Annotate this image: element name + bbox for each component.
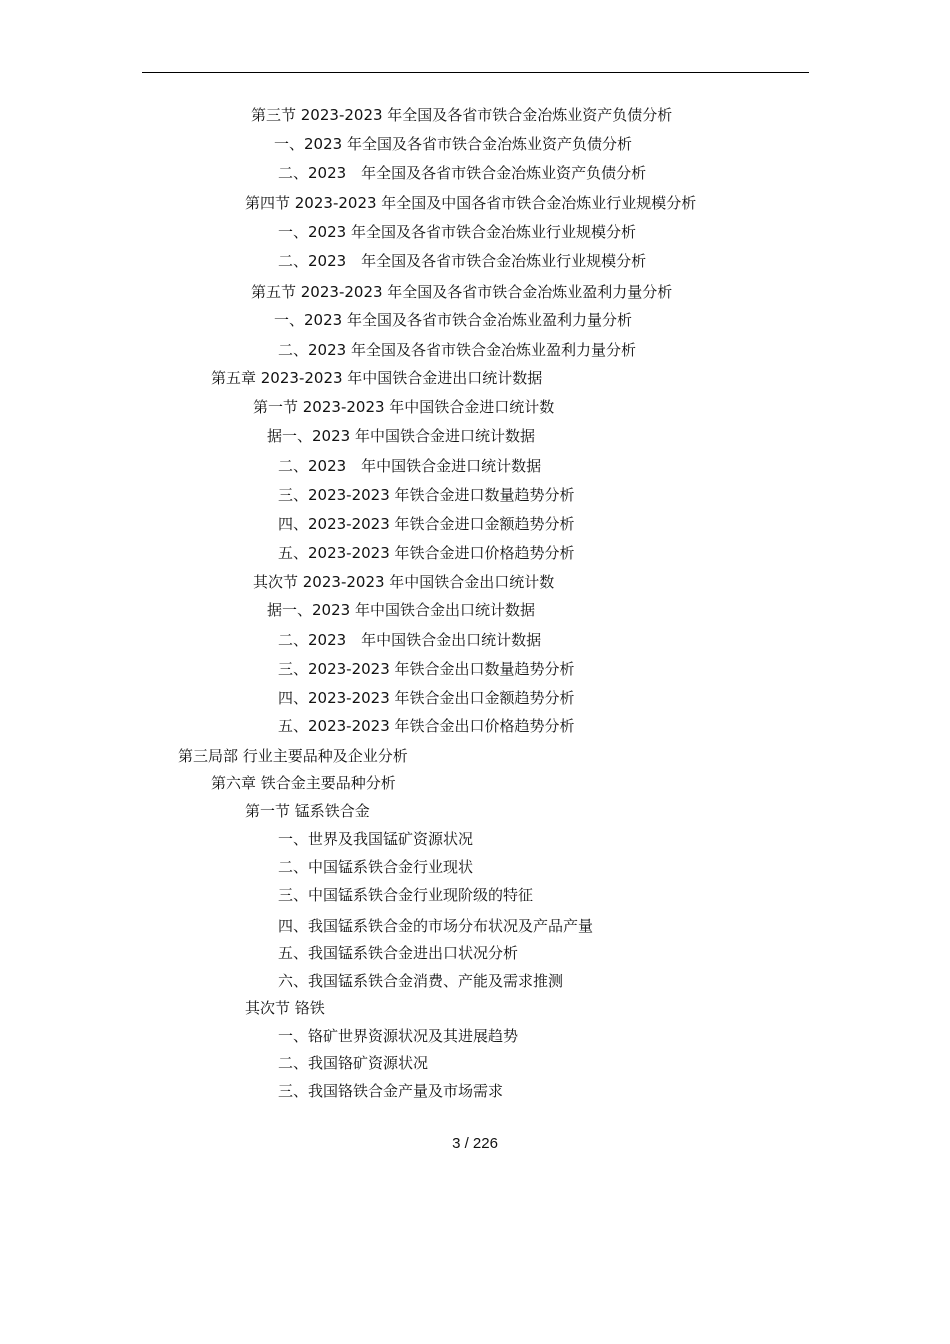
toc-line: 一、铬矿世界资源状况及其进展趋势	[278, 1027, 519, 1045]
toc-line: 二、2023 年中国铁合金进口统计数据	[278, 457, 542, 475]
toc-line: 第六章 铁合金主要品种分析	[211, 774, 396, 792]
toc-line: 四、2023-2023 年铁合金进口金额趋势分析	[278, 515, 575, 533]
toc-line: 第三局部 行业主要品种及企业分析	[178, 747, 408, 765]
toc-line: 三、我国铬铁合金产量及市场需求	[278, 1082, 504, 1100]
header-rule	[142, 72, 809, 73]
toc-line: 三、2023-2023 年铁合金出口数量趋势分析	[278, 660, 575, 678]
toc-line: 四、2023-2023 年铁合金出口金额趋势分析	[278, 689, 575, 707]
toc-line: 一、2023 年全国及各省市铁合金冶炼业盈利力量分析	[274, 311, 632, 329]
toc-line: 第五章 2023-2023 年中国铁合金进出口统计数据	[211, 369, 543, 387]
toc-line: 二、2023 年全国及各省市铁合金冶炼业行业规模分析	[278, 252, 647, 270]
toc-line: 一、2023 年全国及各省市铁合金冶炼业行业规模分析	[278, 223, 636, 241]
toc-line: 第一节 2023-2023 年中国铁合金进口统计数	[253, 398, 555, 416]
toc-line: 二、2023 年全国及各省市铁合金冶炼业盈利力量分析	[278, 341, 636, 359]
page-indicator: 3 / 226	[452, 1135, 498, 1152]
toc-line: 二、我国铬矿资源状况	[278, 1054, 429, 1072]
toc-line: 第一节 锰系铁合金	[245, 802, 370, 820]
toc-line: 一、世界及我国锰矿资源状况	[278, 830, 474, 848]
toc-line: 其次节 2023-2023 年中国铁合金出口统计数	[253, 573, 555, 591]
toc-line: 二、中国锰系铁合金行业现状	[278, 858, 474, 876]
toc-line: 三、2023-2023 年铁合金进口数量趋势分析	[278, 486, 575, 504]
toc-line: 六、我国锰系铁合金消费、产能及需求推测	[278, 972, 564, 990]
toc-line: 五、2023-2023 年铁合金出口价格趋势分析	[278, 717, 575, 735]
toc-line: 二、2023 年全国及各省市铁合金冶炼业资产负债分析	[278, 164, 647, 182]
toc-line: 第五节 2023-2023 年全国及各省市铁合金冶炼业盈利力量分析	[251, 283, 673, 301]
toc-line: 其次节 铬铁	[245, 999, 325, 1017]
toc-line: 二、2023 年中国铁合金出口统计数据	[278, 631, 542, 649]
toc-line: 五、我国锰系铁合金进出口状况分析	[278, 944, 519, 962]
toc-line: 三、中国锰系铁合金行业现阶级的特征	[278, 886, 534, 904]
toc-line: 四、我国锰系铁合金的市场分布状况及产品产量	[278, 917, 594, 935]
toc-line: 据一、2023 年中国铁合金进口统计数据	[267, 427, 535, 445]
toc-line: 第三节 2023-2023 年全国及各省市铁合金冶炼业资产负债分析	[251, 106, 673, 124]
toc-line: 据一、2023 年中国铁合金出口统计数据	[267, 601, 535, 619]
toc-line: 五、2023-2023 年铁合金进口价格趋势分析	[278, 544, 575, 562]
toc-line: 第四节 2023-2023 年全国及中国各省市铁合金冶炼业行业规模分析	[245, 194, 697, 212]
toc-line: 一、2023 年全国及各省市铁合金冶炼业资产负债分析	[274, 135, 632, 153]
